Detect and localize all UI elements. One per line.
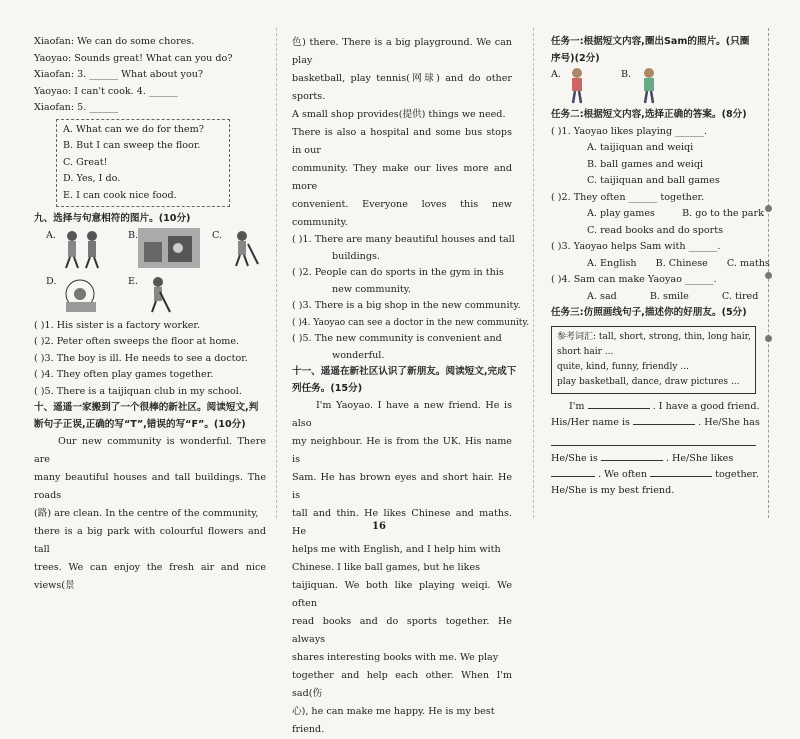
blank-field[interactable] bbox=[650, 466, 712, 477]
pic-label: B. bbox=[128, 229, 139, 241]
options-box bbox=[56, 119, 230, 208]
pic-label: E. bbox=[128, 275, 139, 287]
pic-label: A. bbox=[46, 229, 56, 241]
passage-continued bbox=[292, 34, 512, 232]
blank-field[interactable] bbox=[551, 431, 756, 446]
passage-line: A small shop provides(提供) things we need. bbox=[292, 109, 506, 120]
writing-text: . I have a good friend. bbox=[652, 400, 760, 412]
writing-text: . He/She likes bbox=[665, 452, 734, 464]
story-line: together and help each other. When I'm sad(伤 bbox=[292, 670, 512, 699]
writing-line-2 bbox=[551, 414, 760, 431]
question-10-4: ( )4. Yaoyao can see a doctor in the new community. bbox=[292, 317, 530, 328]
passage-line: Our new community is wonderful. There are bbox=[34, 436, 266, 465]
reference-line: short hair ... bbox=[557, 346, 614, 357]
pic-label: B. bbox=[621, 69, 632, 80]
column-middle bbox=[292, 34, 530, 739]
sick-boy-picture bbox=[58, 274, 106, 314]
option: B. smile bbox=[649, 290, 689, 302]
blank-field[interactable] bbox=[551, 466, 595, 477]
section-10-title: 断句子正误,正确的写“T”,错误的写“F”。(10分) bbox=[34, 418, 246, 430]
story-line: helps me with English, and I help him with bbox=[292, 544, 501, 555]
question-10-2: ( )2. People can do sports in the gym in this bbox=[292, 267, 504, 278]
writing-text: I'm bbox=[569, 400, 585, 412]
question-10-1-cont: buildings. bbox=[332, 250, 380, 262]
story-line: my neighbour. He is from the UK. His name is bbox=[292, 436, 512, 465]
option: A. play games bbox=[587, 208, 655, 219]
reference-line: play basketball, dance, draw pictures ... bbox=[557, 376, 740, 387]
task-1-title: 序号)(2分) bbox=[551, 52, 600, 64]
story-line: Sam. He has brown eyes and short hair. He is bbox=[292, 472, 512, 501]
section-11-title: 十一、遥遥在新社区认识了新朋友。阅读短文,完成下 bbox=[292, 366, 517, 377]
page-number bbox=[372, 521, 386, 532]
question-9-3: ( )3. The boy is ill. He needs to see a doctor. bbox=[34, 352, 248, 364]
question-11-4: ( )4. Sam can make Yaoyao ______. bbox=[551, 274, 717, 285]
task-1-title: 任务一:根据短文内容,圈出Sam的照片。(只圈 bbox=[551, 36, 750, 47]
options-row bbox=[587, 289, 759, 306]
pic-label: C. bbox=[212, 229, 223, 241]
question-10-5-cont: wonderful. bbox=[332, 349, 385, 361]
option: A. What can we do for them? bbox=[63, 123, 204, 135]
dialog-line: Xiaofan: 5. ______ bbox=[34, 102, 119, 113]
options-row bbox=[587, 206, 764, 223]
reference-line: 参考词汇: tall, short, strong, thin, long hair, bbox=[557, 331, 751, 342]
passage-line: there is a big park with colourful flowers and tall bbox=[34, 526, 266, 555]
option: C. taijiquan and ball games bbox=[587, 175, 720, 186]
story bbox=[292, 397, 512, 739]
writing-text: . He/She has bbox=[698, 417, 760, 428]
passage-line: (路) are clean. In the centre of the community, bbox=[34, 508, 259, 519]
question-10-2-cont: new community. bbox=[332, 283, 411, 295]
writing-line-1 bbox=[551, 398, 760, 415]
blank-field[interactable] bbox=[633, 414, 695, 425]
pic-label: D. bbox=[46, 275, 57, 287]
option: B. But I can sweep the floor. bbox=[63, 140, 201, 151]
story-line: friend. bbox=[292, 724, 325, 735]
passage-line: basketball, play tennis(网球) and do other sports. bbox=[292, 73, 512, 102]
blank-field[interactable] bbox=[601, 450, 663, 461]
task-2-title: 任务二:根据短文内容,选择正确的答案。(8分) bbox=[551, 109, 747, 120]
writing-line-4 bbox=[551, 450, 756, 467]
writing-text: together. bbox=[715, 469, 759, 480]
question-10-5: ( )5. The new community is convenient and bbox=[292, 333, 502, 344]
passage-line: There is also a hospital and some bus stops in our bbox=[292, 127, 512, 156]
question-10-1: ( )1. There are many beautiful houses and tall bbox=[292, 234, 515, 245]
factory-picture bbox=[138, 228, 200, 268]
dialog-line: Yaoyao: Sounds great! What can you do? bbox=[34, 52, 233, 64]
option: A. taijiquan and weiqi bbox=[587, 142, 694, 153]
passage-line: 色) there. There is a big playground. We can play bbox=[292, 37, 512, 66]
writing-line-6: He/She is my best friend. bbox=[551, 484, 675, 496]
passage-line: convenient. Everyone loves this new community. bbox=[292, 199, 512, 228]
dialog-line: Yaoyao: I can't cook. 4. ______ bbox=[34, 85, 178, 97]
section-11-title: 列任务。(15分) bbox=[292, 382, 363, 394]
column-divider bbox=[276, 28, 277, 518]
blank-field[interactable] bbox=[588, 398, 650, 409]
option: C. read books and do sports bbox=[587, 224, 724, 236]
boy-a-picture bbox=[565, 67, 589, 105]
question-11-3: ( )3. Yaoyao helps Sam with ______. bbox=[551, 241, 721, 252]
story-line: read books and do sports together. He always bbox=[292, 616, 512, 645]
passage-line: trees. We can enjoy the fresh air and nice views(景 bbox=[34, 562, 266, 591]
column-right bbox=[551, 34, 770, 499]
option: C. tired bbox=[721, 290, 759, 302]
story-line: I'm Yaoyao. I have a new friend. He is also bbox=[292, 400, 512, 429]
option: C. maths bbox=[726, 257, 770, 269]
column-divider bbox=[533, 28, 534, 518]
dialog-line: Xiaofan: 3. ______ What about you? bbox=[34, 69, 204, 80]
writing-text: He/She is bbox=[551, 452, 598, 464]
dialog-line: Xiaofan: We can do some chores. bbox=[34, 36, 195, 47]
story-line: tall and thin. He likes Chinese and maths. He bbox=[292, 508, 512, 537]
floor-sweep-picture bbox=[138, 274, 178, 314]
sweeping-picture bbox=[224, 228, 264, 268]
option: B. Chinese bbox=[655, 257, 708, 269]
column-left bbox=[34, 34, 266, 595]
boy-b-picture bbox=[637, 67, 661, 105]
passage-line: community. They make our lives more and more bbox=[292, 163, 512, 192]
reference-line: quite, kind, funny, friendly ... bbox=[557, 361, 689, 372]
option: A. sad bbox=[587, 290, 617, 302]
binding-hole bbox=[765, 205, 772, 212]
option: C. Great! bbox=[63, 156, 108, 168]
question-10-3: ( )3. There is a big shop in the new community. bbox=[292, 300, 521, 311]
option: E. I can cook nice food. bbox=[63, 189, 177, 201]
page-number-text: 16 bbox=[372, 521, 386, 532]
question-9-4: ( )4. They often play games together. bbox=[34, 369, 214, 380]
reference-words-box bbox=[551, 326, 756, 394]
options-row bbox=[587, 256, 770, 273]
question-9-5: ( )5. There is a taijiquan club in my school. bbox=[34, 385, 242, 397]
option: B. go to the park bbox=[682, 208, 764, 219]
binding-hole bbox=[765, 272, 772, 279]
task-1-pictures bbox=[551, 67, 756, 107]
writing-text: His/Her name is bbox=[551, 417, 630, 428]
option: B. ball games and weiqi bbox=[587, 158, 704, 170]
question-11-1: ( )1. Yaoyao likes playing ______. bbox=[551, 125, 708, 137]
kids-taiji-picture bbox=[58, 228, 106, 270]
pictures-row-1 bbox=[34, 228, 266, 272]
option: D. Yes, I do. bbox=[63, 173, 121, 184]
pictures-row-2 bbox=[34, 272, 266, 318]
section-9-title: 九、选择与句意相符的图片。(10分) bbox=[34, 213, 191, 224]
story-line: Chinese. I like ball games, but he likes bbox=[292, 562, 481, 573]
story-line: taijiquan. We both like playing weiqi. We often bbox=[292, 580, 512, 609]
pic-label: A. bbox=[551, 69, 561, 80]
writing-text: . We often bbox=[598, 469, 648, 480]
option: A. English bbox=[587, 257, 637, 269]
passage bbox=[34, 433, 266, 595]
question-9-1: ( )1. His sister is a factory worker. bbox=[34, 319, 201, 331]
section-10-title: 十、遥遥一家搬到了一个很棒的新社区。阅读短文,判 bbox=[34, 402, 259, 413]
question-9-2: ( )2. Peter often sweeps the floor at home. bbox=[34, 336, 240, 347]
question-11-2: ( )2. They often ______ together. bbox=[551, 191, 705, 203]
story-line: 心), he can make me happy. He is my best bbox=[292, 706, 495, 717]
writing-line-5 bbox=[551, 466, 759, 483]
task-3-title: 任务三:仿照画线句子,描述你的好朋友。(5分) bbox=[551, 307, 747, 318]
story-line: shares interesting books with me. We play bbox=[292, 652, 499, 663]
binding-hole bbox=[765, 335, 772, 342]
passage-line: many beautiful houses and tall buildings. The roads bbox=[34, 472, 266, 501]
